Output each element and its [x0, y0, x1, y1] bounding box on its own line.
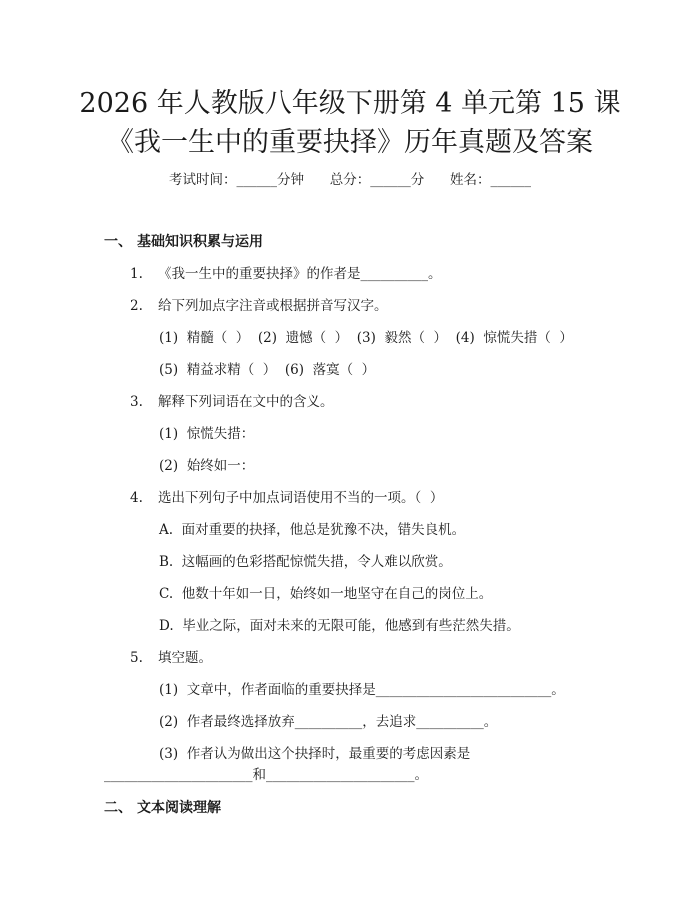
q2-items-line-2: (5) 精益求精（ ） (6) 落寞（ ） — [159, 362, 376, 378]
section-heading-1 — [104, 231, 263, 251]
question-4 — [130, 486, 443, 506]
question-number: 2. — [130, 298, 143, 314]
q4-option-b: B. 这幅画的色彩搭配惊慌失措，令人难以欣赏。 — [159, 554, 452, 570]
document-title-line-1: 2026 年人教版八年级下册第 4 单元第 15 课 — [79, 88, 621, 119]
question-text: 给下列加点字注音或根据拼音写汉字。 — [158, 298, 388, 314]
question-number: 3. — [130, 394, 143, 410]
q4-option-d: D. 毕业之际，面对未来的无限可能，他感到有些茫然失措。 — [159, 618, 520, 634]
question-1 — [130, 262, 442, 282]
question-text: 填空题。 — [158, 650, 212, 666]
q5-item-1: (1) 文章中，作者面临的重要抉择是__________________________。 — [159, 682, 565, 698]
question-number: 1. — [130, 266, 143, 282]
q4-option-a: A. 面对重要的抉择，他总是犹豫不决，错失良机。 — [159, 522, 466, 538]
section-label: 基础知识积累与运用 — [137, 234, 263, 250]
question-text: 选出下列句子中加点词语使用不当的一项。（ ） — [158, 490, 444, 506]
q2-items-line-1: (1) 精髓（ ） (2) 遗憾（ ） (3) 毅然（ ） (4) 惊慌失措（ ） — [159, 330, 573, 346]
q4-option-c: C. 他数十年如一日，始终如一地坚守在自己的岗位上。 — [159, 586, 493, 602]
document-title-line-2: 《我一生中的重要抉择》历年真题及答案 — [107, 127, 593, 158]
question-number: 4. — [130, 490, 143, 506]
question-5 — [130, 646, 212, 666]
section-label: 文本阅读理解 — [137, 800, 221, 816]
exam-meta-line: 考试时间：______分钟 总分：______分 姓名：______ — [169, 172, 531, 188]
section-number: 二、 — [104, 800, 132, 816]
section-number: 一、 — [104, 234, 132, 250]
q5-item-2: (2) 作者最终选择放弃__________，去追求__________。 — [159, 714, 498, 730]
q5-item-3: (3) 作者认为做出这个抉择时，最重要的考虑因素是 — [159, 746, 471, 762]
question-text: 《我一生中的重要抉择》的作者是__________。 — [158, 266, 442, 282]
section-heading-2 — [104, 797, 221, 817]
question-2 — [130, 294, 388, 314]
q3-item-2: (2) 始终如一： — [159, 458, 255, 474]
question-text: 解释下列词语在文中的含义。 — [158, 394, 334, 410]
question-3 — [130, 390, 334, 410]
question-number: 5. — [130, 650, 143, 666]
q5-item-3-continued: ______________________和______________________。 — [104, 767, 428, 783]
q3-item-1: (1) 惊慌失措： — [159, 426, 255, 442]
